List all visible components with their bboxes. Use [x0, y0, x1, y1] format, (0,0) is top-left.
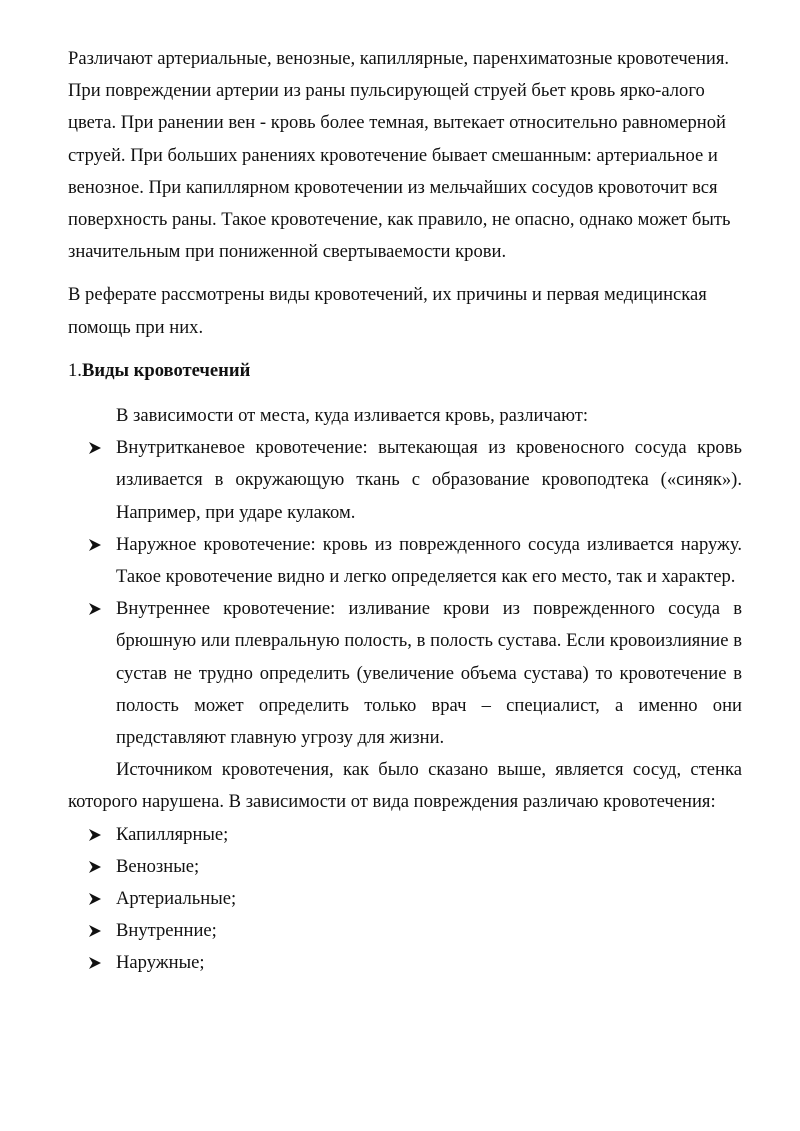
list-item [68, 593, 742, 754]
arrowhead-bullet-icon [88, 947, 104, 979]
arrowhead-bullet-icon [88, 915, 104, 947]
list-item [68, 432, 742, 529]
list-item [68, 819, 742, 851]
list-item-text: Внутритканевое кровотечение: вытекающая из кровеносного сосуда кровь изливается в окружающую ткань с образование кровоподтека («синяк»). Например, при ударе кулаком. [116, 437, 742, 523]
list-item-text: Артериальные; [116, 888, 237, 910]
list-item-text: Наружное кровотечение: кровь из поврежденного сосуда изливается наружу. Такое кровотечение видно и легко определяется как его место, так и характер. [116, 533, 742, 588]
list-item [68, 883, 742, 915]
document-page [68, 43, 742, 980]
arrowhead-bullet-icon [88, 432, 104, 464]
location-types-list [68, 432, 742, 754]
arrowhead-bullet-icon [88, 819, 104, 851]
list-item-text: Венозные; [116, 855, 200, 877]
intro-paragraph-2: В реферате рассмотрены виды кровотечений, их причины и первая медицинская помощь при них. [68, 284, 707, 338]
damage-types-list [68, 819, 742, 980]
arrowhead-bullet-icon [88, 593, 104, 625]
list-item [68, 529, 742, 593]
list-item [68, 915, 742, 947]
list-item-text: Капиллярные; [116, 823, 229, 845]
list-item-text: Внутреннее кровотечение: изливание крови из поврежденного сосуда в брюшную или плевральную полость, в полость сустава. Если кровоизлияние в сустав не трудно определить (увеличение объема сустава) то кровотечение в полость может определить только врач – специалист, а именно они представляют главную угрозу для жизни. [116, 598, 742, 749]
list-item-text: Внутренние; [116, 920, 217, 942]
section-number: 1. [68, 359, 82, 381]
arrowhead-bullet-icon [88, 851, 104, 883]
arrowhead-bullet-icon [88, 529, 104, 561]
list-item [68, 947, 742, 979]
section-lead-paragraph: В зависимости от места, куда изливается кровь, различают: [116, 405, 589, 427]
list-item-text: Наружные; [116, 952, 205, 974]
list-item [68, 851, 742, 883]
arrowhead-bullet-icon [88, 883, 104, 915]
intro-paragraph-1: Различают артериальные, венозные, капиллярные, паренхиматозные кровотечения. При повреждении артерии из раны пульсирующей струей бьет кровь ярко-алого цвета. При ранении вен - кровь более темная, вытекает относительно равномерной струей. При больших ранениях кровотечение бывает смешанным: артериальное и венозное. При капиллярном кровотечении из мельчайших сосудов кровоточит вся поверхность раны. Такое кровотечение, как правило, не опасно, однако может быть значительным при пониженной свертываемости крови. [68, 48, 731, 263]
section-heading [68, 355, 742, 387]
source-paragraph: Источником кровотечения, как было сказано выше, является сосуд, стенка которого нарушена. В зависимости от вида повреждения различаю кровотечения: [68, 759, 742, 813]
section-title: Виды кровотечений [81, 359, 251, 381]
